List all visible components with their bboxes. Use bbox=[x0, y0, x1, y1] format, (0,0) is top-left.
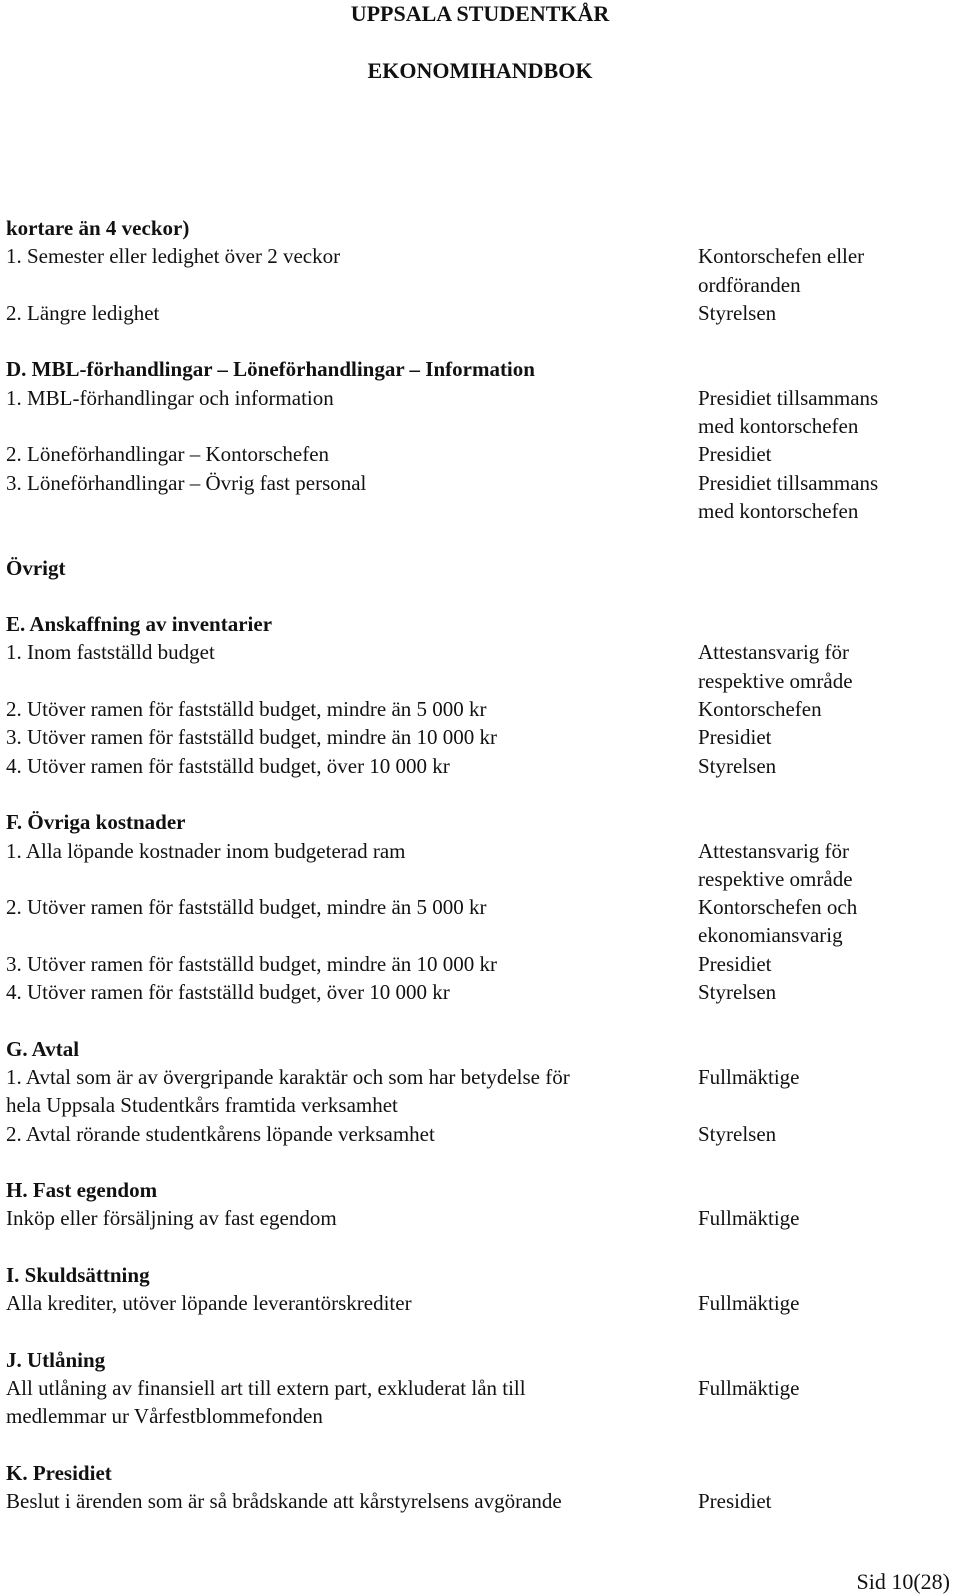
lead-item-text: 2. Längre ledighet bbox=[6, 300, 160, 325]
item-authority bbox=[698, 384, 956, 441]
section-e-item-3 bbox=[6, 723, 956, 751]
authority-line: Kontorschefen eller bbox=[698, 244, 865, 269]
item-authority bbox=[698, 440, 956, 468]
lead-item-authority bbox=[698, 299, 956, 327]
item-text: 3. Utöver ramen för fastställd budget, mindre än 10 000 kr bbox=[6, 951, 498, 976]
document-body bbox=[6, 214, 956, 1516]
organization-title: UPPSALA STUDENTKÅR bbox=[350, 1, 610, 26]
section-d-item-3 bbox=[6, 469, 956, 526]
section-f-item-4 bbox=[6, 978, 956, 1006]
lead-item-1 bbox=[6, 242, 956, 299]
item-text bbox=[6, 1487, 698, 1515]
section-g-item-1 bbox=[6, 1063, 956, 1120]
section-d-heading: D. MBL-förhandlingar – Löneförhandlingar – Information bbox=[6, 357, 535, 382]
item-text-line: Inköp eller försäljning av fast egendom bbox=[6, 1206, 337, 1231]
authority-line: Presidiet tillsammans bbox=[698, 385, 879, 410]
item-text-line: hela Uppsala Studentkårs framtida verksamhet bbox=[6, 1093, 398, 1118]
item-text bbox=[6, 1289, 698, 1317]
section-e-item-4 bbox=[6, 752, 956, 780]
item-authority bbox=[698, 978, 956, 1006]
item-text: 1. MBL-förhandlingar och information bbox=[6, 385, 334, 410]
authority-line: Styrelsen bbox=[698, 300, 777, 325]
section-d-item-2 bbox=[6, 440, 956, 468]
item-authority bbox=[698, 893, 956, 950]
section-h-heading: H. Fast egendom bbox=[6, 1178, 158, 1203]
item-text bbox=[6, 1063, 698, 1120]
section-k-heading: K. Presidiet bbox=[6, 1461, 112, 1486]
item-authority bbox=[698, 1289, 956, 1317]
item-authority bbox=[698, 695, 956, 723]
lead-item-authority bbox=[698, 242, 956, 299]
item-authority bbox=[698, 1063, 956, 1091]
item-text bbox=[6, 1374, 698, 1431]
authority-line: ordföranden bbox=[698, 272, 801, 297]
authority-line: med kontorschefen bbox=[698, 498, 859, 523]
authority-line: Fullmäktige bbox=[698, 1376, 800, 1401]
item-text: 3. Utöver ramen för fastställd budget, mindre än 10 000 kr bbox=[6, 725, 498, 750]
item-authority bbox=[698, 638, 956, 695]
page-number: Sid 10(28) bbox=[856, 1569, 950, 1594]
section-f-item-1 bbox=[6, 837, 956, 894]
section-i-heading: I. Skuldsättning bbox=[6, 1262, 150, 1287]
item-text: 4. Utöver ramen för fastställd budget, över 10 000 kr bbox=[6, 980, 450, 1005]
section-j-item-1 bbox=[6, 1374, 956, 1431]
lead-continuation-row bbox=[6, 214, 956, 242]
authority-line: ekonomiansvarig bbox=[698, 923, 843, 948]
item-authority bbox=[698, 1120, 956, 1148]
authority-line: Styrelsen bbox=[698, 753, 777, 778]
section-j-heading: J. Utlåning bbox=[6, 1347, 106, 1372]
authority-line: Presidiet bbox=[698, 725, 772, 750]
authority-line: Styrelsen bbox=[698, 980, 777, 1005]
section-g-heading: G. Avtal bbox=[6, 1036, 80, 1061]
authority-line: Presidiet bbox=[698, 442, 772, 467]
item-text bbox=[6, 1120, 698, 1148]
item-text: 2. Utöver ramen för fastställd budget, mindre än 5 000 kr bbox=[6, 697, 487, 722]
item-text: 2. Utöver ramen för fastställd budget, mindre än 5 000 kr bbox=[6, 895, 487, 920]
section-k-item-1 bbox=[6, 1487, 956, 1515]
item-text-line: Beslut i ärenden som är så brådskande att kårstyrelsens avgörande bbox=[6, 1489, 562, 1514]
item-authority bbox=[698, 752, 956, 780]
item-text-line: 1. Avtal som är av övergripande karaktär och som har betydelse för bbox=[6, 1064, 570, 1089]
item-authority bbox=[698, 1204, 956, 1232]
authority-line: Attestansvarig för bbox=[698, 640, 850, 665]
lead-continuation: kortare än 4 veckor) bbox=[6, 216, 190, 240]
item-text-line: Alla krediter, utöver löpande leverantörskrediter bbox=[6, 1291, 412, 1316]
authority-line: respektive område bbox=[698, 668, 853, 693]
authority-line: Kontorschefen och bbox=[698, 895, 858, 920]
authority-line: Presidiet bbox=[698, 1489, 772, 1514]
section-h-item-1 bbox=[6, 1204, 956, 1232]
item-text-line: All utlåning av finansiell art till extern part, exkluderat lån till bbox=[6, 1376, 526, 1401]
section-f-item-3 bbox=[6, 950, 956, 978]
authority-line: Fullmäktige bbox=[698, 1291, 800, 1316]
authority-line: Styrelsen bbox=[698, 1121, 777, 1146]
section-e-item-2 bbox=[6, 695, 956, 723]
item-authority bbox=[698, 469, 956, 526]
item-text: 1. Inom fastställd budget bbox=[6, 640, 215, 665]
authority-line: respektive område bbox=[698, 866, 853, 891]
document-title: EKONOMIHANDBOK bbox=[367, 58, 593, 83]
authority-line: med kontorschefen bbox=[698, 414, 859, 439]
section-g-item-2 bbox=[6, 1120, 956, 1148]
ovrigt-heading: Övrigt bbox=[6, 555, 66, 580]
authority-line: Presidiet tillsammans bbox=[698, 470, 879, 495]
item-authority bbox=[698, 723, 956, 751]
section-e-heading: E. Anskaffning av inventarier bbox=[6, 612, 273, 637]
item-text: 4. Utöver ramen för fastställd budget, över 10 000 kr bbox=[6, 753, 450, 778]
item-authority bbox=[698, 837, 956, 894]
section-i-item-1 bbox=[6, 1289, 956, 1317]
section-f-item-2 bbox=[6, 893, 956, 950]
authority-line: Attestansvarig för bbox=[698, 838, 850, 863]
item-text: 2. Löneförhandlingar – Kontorschefen bbox=[6, 442, 330, 467]
item-authority bbox=[698, 950, 956, 978]
section-e-item-1 bbox=[6, 638, 956, 695]
authority-line: Fullmäktige bbox=[698, 1206, 800, 1231]
item-text: 1. Alla löpande kostnader inom budgeterad ram bbox=[6, 838, 406, 863]
authority-line: Kontorschefen bbox=[698, 697, 822, 722]
item-text-line: 2. Avtal rörande studentkårens löpande verksamhet bbox=[6, 1121, 435, 1146]
item-text bbox=[6, 1204, 698, 1232]
authority-line: Fullmäktige bbox=[698, 1064, 800, 1089]
section-f-heading: F. Övriga kostnader bbox=[6, 810, 186, 835]
lead-item-2 bbox=[6, 299, 956, 327]
section-d-item-1 bbox=[6, 384, 956, 441]
item-authority bbox=[698, 1374, 956, 1402]
item-authority bbox=[698, 1487, 956, 1515]
item-text-line: medlemmar ur Vårfestblommefonden bbox=[6, 1404, 323, 1429]
lead-item-text: 1. Semester eller ledighet över 2 veckor bbox=[6, 244, 341, 269]
authority-line: Presidiet bbox=[698, 951, 772, 976]
item-text: 3. Löneförhandlingar – Övrig fast personal bbox=[6, 470, 367, 495]
